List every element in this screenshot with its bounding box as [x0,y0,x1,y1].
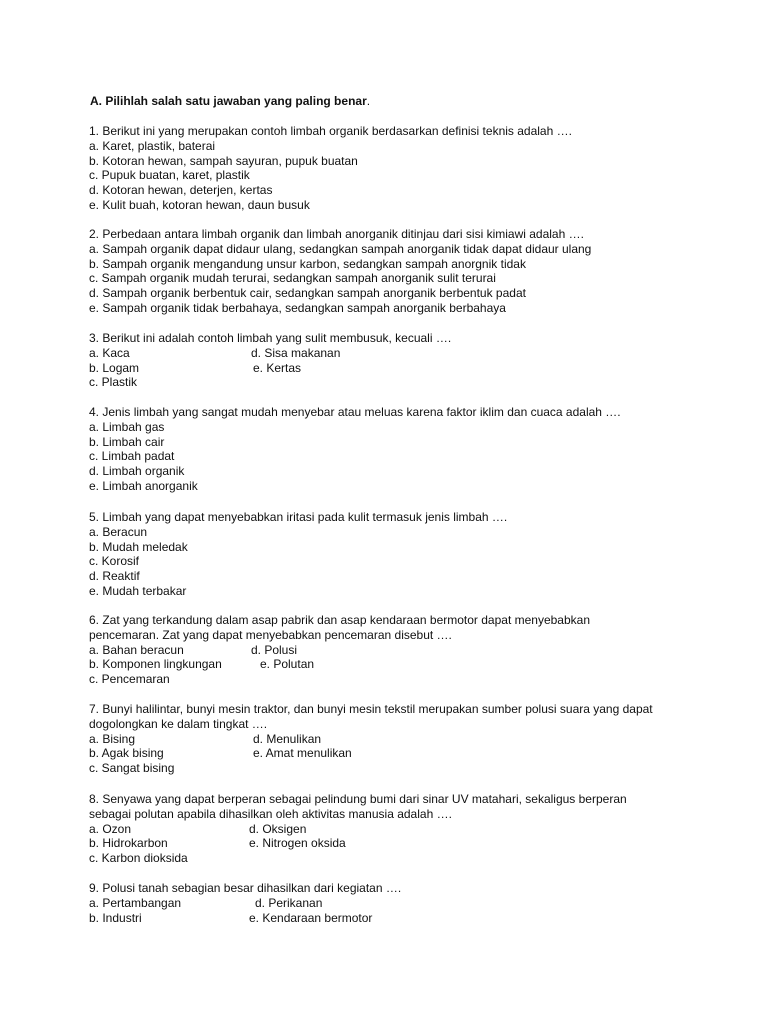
option-d: d. Perikanan [255,895,323,910]
option-c: c. Pencemaran [89,672,170,687]
option-c: c. Sangat bising [89,761,175,776]
option-c: c. Limbah padat [89,449,175,464]
option-e: e. Kendaraan bermotor [249,910,373,925]
question-text: 9. Polusi tanah sebagian besar dihasilkan dari kegiatan …. [89,881,402,895]
option-c: c. Pupuk buatan, karet, plastik [89,168,250,183]
option-a: a. Bahan beracun [89,642,184,657]
option-e: e. Sampah organik tidak berbahaya, sedangkan sampah anorganik berbahaya [89,300,506,315]
option-b: b. Sampah organik mengandung unsur karbon, sedangkan sampah anorgnik tidak [89,256,526,271]
option-d: d. Polusi [251,642,298,657]
option-b: b. Agak bising [89,746,164,761]
question-7 [89,702,669,776]
option-d: d. Oksigen [249,821,307,836]
option-e: e. Kertas [253,360,302,375]
option-d: d. Menulikan [253,731,322,746]
question-text: 1. Berikut ini yang merupakan contoh limbah organik berdasarkan definisi teknis adalah …. [89,124,572,138]
option-b: b. Komponen lingkungan [89,657,222,672]
option-d: d. Reaktif [89,569,140,584]
question-text: 8. Senyawa yang dapat berperan sebagai pelindung bumi dari sinar UV matahari, sekaligus berperan sebagai polutan apabila dihasilkan oleh aktivitas manusia adalah …. [89,792,627,821]
option-row [89,361,689,376]
question-9 [89,881,689,925]
option-c: c. Sampah organik mudah terurai, sedangkan sampah anorganik sulit terurai [89,271,496,286]
option-b: b. Kotoran hewan, sampah sayuran, pupuk buatan [89,153,358,168]
option-c: c. Korosif [89,554,140,569]
option-a: a. Pertambangan [89,895,182,910]
option-c: c. Karbon dioksida [89,851,188,866]
option-row [89,643,634,658]
question-2 [89,227,689,316]
question-3 [89,331,689,390]
question-text: 7. Bunyi halilintar, bunyi mesin traktor, dan bunyi mesin tekstil merupakan sumber polusi suara yang dapat dogolongkan ke dalam tingkat …. [89,702,653,731]
option-e: e. Limbah anorganik [89,478,198,493]
option-a: a. Bising [89,731,136,746]
option-e: e. Mudah terbakar [89,583,187,598]
option-b: b. Logam [89,360,140,375]
option-b: b. Limbah cair [89,434,165,449]
question-1 [89,124,689,213]
option-b: b. Industri [89,910,142,925]
question-text: 4. Jenis limbah yang sangat mudah menyebar atau meluas karena faktor iklim dan cuaca adalah …. [89,405,621,419]
option-row [89,822,664,837]
option-a: a. Karet, plastik, baterai [89,138,216,153]
question-text: 3. Berikut ini adalah contoh limbah yang sulit membusuk, kecuali …. [89,331,452,345]
option-row [89,746,669,761]
option-c: c. Plastik [89,375,138,390]
option-a: a. Sampah organik dapat didaur ulang, sedangkan sampah anorganik tidak dapat didaur ulang [89,241,592,256]
question-8 [89,792,664,866]
option-a: a. Kaca [89,345,130,360]
option-d: d. Kotoran hewan, deterjen, kertas [89,183,273,198]
option-b: b. Mudah meledak [89,539,188,554]
option-row [89,911,689,926]
section-heading: A. Pilihlah salah satu jawaban yang paling benar. [90,94,371,108]
question-text: 2. Perbedaan antara limbah organik dan limbah anorganik ditinjau dari sisi kimiawi adalah …. [89,227,584,241]
option-a: a. Limbah gas [89,419,165,434]
question-6 [89,613,634,687]
option-row [89,346,689,361]
option-d: d. Sampah organik berbentuk cair, sedangkan sampah anorganik berbentuk padat [89,286,526,301]
option-row [89,657,634,672]
option-e: e. Nitrogen oksida [249,836,346,851]
option-e: e. Amat menulikan [253,746,352,761]
question-text: 5. Limbah yang dapat menyebabkan iritasi pada kulit termasuk jenis limbah …. [89,510,508,524]
option-row [89,896,689,911]
option-d: d. Sisa makanan [251,345,341,360]
question-5 [89,510,689,599]
option-a: a. Beracun [89,524,148,539]
question-4 [89,405,689,494]
option-d: d. Limbah organik [89,464,185,479]
question-text: 6. Zat yang terkandung dalam asap pabrik dan asap kendaraan bermotor dapat menyebabkan pencemaran. Zat yang dapat menyebabkan pencemaran disebut …. [89,613,590,642]
option-a: a. Ozon [89,821,132,836]
option-e: e. Polutan [260,657,315,672]
option-b: b. Hidrokarbon [89,836,168,851]
option-row [89,732,669,747]
option-row [89,836,664,851]
option-e: e. Kulit buah, kotoran hewan, daun busuk [89,197,310,212]
